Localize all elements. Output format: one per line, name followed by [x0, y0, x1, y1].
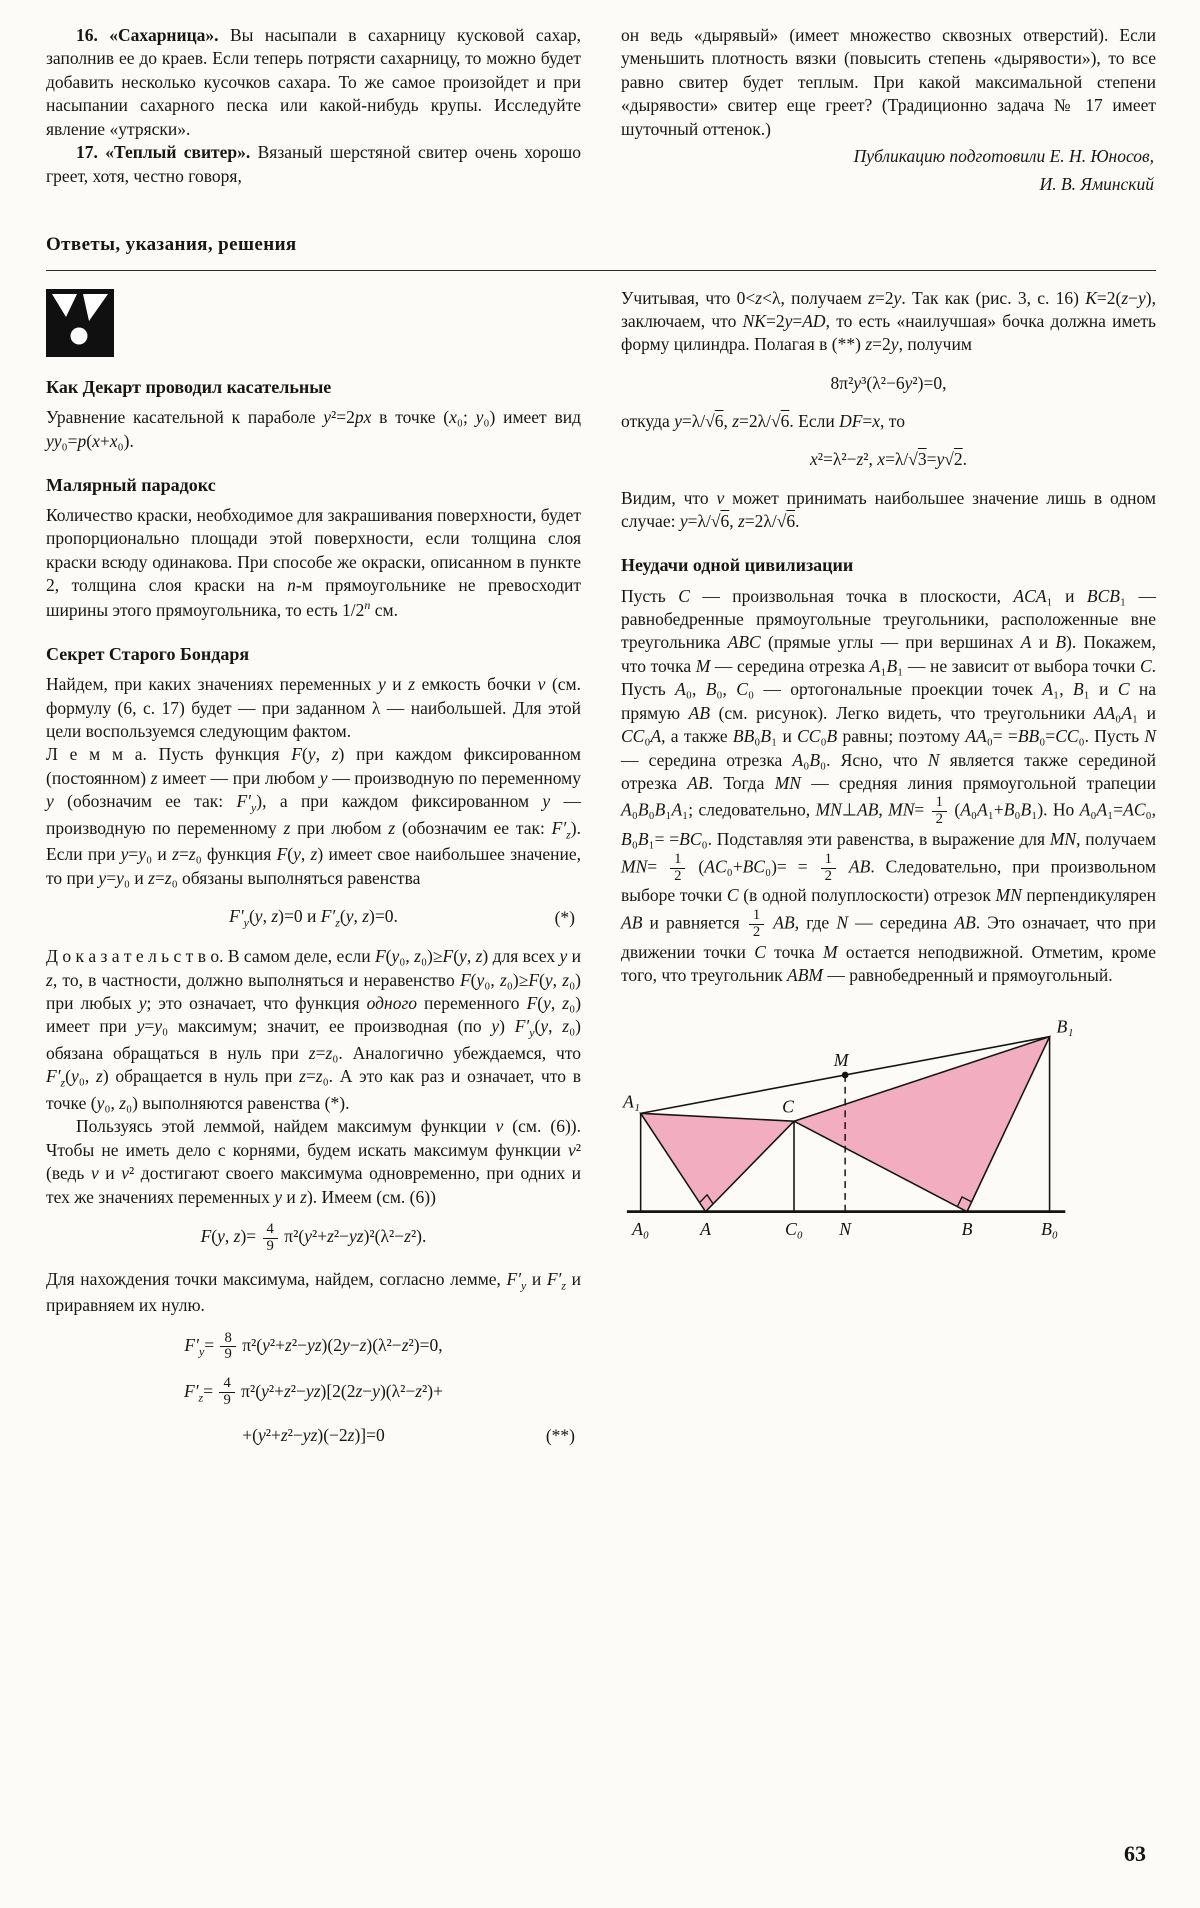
triangle-ACA1	[641, 1114, 794, 1212]
kvant-logo-graphic	[46, 289, 114, 357]
answers-section-header: Ответы, указания, решения	[46, 234, 297, 256]
section-cooper-title: Секрет Старого Бондаря	[46, 644, 250, 665]
cooper-paragraph-1: Найдем, при каких значениях переменных y и z емкость бочки v (см. формулу (6, с. 17) будет — при заданном λ — наибольшей. Для этой цели воспользуемся следующим фактом.	[46, 674, 581, 742]
geometry-figure	[621, 1015, 1156, 1257]
cylinder-paragraph-2: откуда y=λ/√6, z=2λ/√6. Если DF=x, то	[621, 410, 905, 431]
cooper-proof: Д о к а з а т е л ь с т в о. В самом деле, если F(y₀, z₀)≥F(y, z) для всех y и z, то, в частности, должно выполняться и неравенство F(y₀, z₀)≥F(y, z₀) при любых y; это означает, что функция одного переменного F(y, z₀) имеет при y=y₀ максимум; значит, ее производная (по y) $F'_y(y$, z₀) обязана обращаться в нуль при z=z₀. Аналогично убеждаемся, что $F'_z(y_0$, z) обращается в нуль при z=z₀. А это как раз и означает, что в точке (y₀, z₀) выполняются равенства (*).	[46, 946, 582, 1113]
publication-credit-line2: И. В. Яминский	[1039, 173, 1154, 194]
triangle-BCB1	[794, 1037, 1050, 1212]
label-A: A	[700, 1219, 711, 1240]
cooper-lemma: Л е м м а. Пусть функция F(y, z) при каждом фиксированном (постоянном) z имеет — при любом y — производную по переменному y (обозначим ее так: $F'_y$), а при каждом фиксированном y — производную по переменному z при любом z (обозначим ее так: $F'_z$). Если при y=y₀ и z=z₀ функция F(y, z) имеет свое наибольшее значение, то при y=y₀ и z=z₀ обязаны выполняться равенства	[46, 744, 582, 888]
section-painter-body: Количество краски, необходимое для закрашивания поверхности, будет пропорционально площади этой поверхности, если толщина слоя краски всюду одинакова. При способе же окраски, описанном в пункте 2, толщина слоя краски на n-м прямоугольнике не превосходит ширины этого прямоугольника, то есть 1/2$^n$ см.	[46, 505, 581, 620]
section-descartes-title: Как Декарт проводил касательные	[46, 376, 332, 397]
intro-columns	[46, 24, 1156, 196]
problem-16-text: 16. «Сахарница». Вы насыпали в сахарницу кусковой сахар, заполнив ее до краев. Если теперь потрясти сахарницу, то можно будет добавить несколько кусочков сахара. То же самое произойдет и при насыпании сахарного песка или какой-нибудь крупы. Исследуйте явление «утряски».	[46, 25, 582, 139]
cylinder-paragraph-1: Учитывая, что 0<z<λ, получаем z=2y. Так как (рис. 3, с. 16) K=2(z−y), заключаем, что NK=2y=AD, то есть «наилучшая» бочка должна иметь форму цилиндра. Полагая в (**) z=2y, получим	[621, 287, 1157, 355]
section-descartes-body: Уравнение касательной к параболе y²=2px в точке (x₀; y₀) имеет вид yy₀=p(x+x₀).	[46, 407, 581, 451]
label-B1: B₁	[1056, 1017, 1074, 1038]
page-number: 63	[1124, 1840, 1146, 1866]
formula-Fz-line2-body: +(y²+z²−yz)(−2z)]=0	[242, 1425, 385, 1446]
section-civilization-title: Неудачи одной цивилизации	[621, 555, 854, 576]
formula-Fz-line1-body: $F'_z=$ $\frac{4}{9}$ π²(y²+z²−yz)[2(2z−y)(λ²−z²)+	[184, 1375, 443, 1409]
formula-cylinder-body: 8π²y³(λ²−6y²)=0,	[830, 372, 947, 393]
formula-Fy-body: $F'_y=$ $\frac{8}{9}$ π²(y²+z²−yz)(2y−z)(λ²−z²)=0,	[184, 1329, 443, 1363]
intro-left-column	[46, 24, 581, 196]
label-A0: A₀	[632, 1219, 650, 1240]
cooper-paragraph-3: Для нахождения точки максимума, найдем, согласно лемме, $F'_y$ и $F'_z$ и приравняем их нулю.	[46, 1268, 581, 1316]
formula-F-body: F(y, z)= $\frac{4}{9}$ π²(y²+z²−yz)²(λ²−z²).	[200, 1220, 427, 1254]
intro-right-column	[621, 24, 1156, 196]
cylinder-paragraph-3: Видим, что v может принимать наибольшее значение лишь в одном случае: y=λ/√6, z=2λ/√6.	[621, 487, 1156, 531]
geometry-figure-svg	[621, 1015, 1083, 1251]
cooper-paragraph-2: Пользуясь этой леммой, найдем максимум функции v (см. (6)). Чтобы не иметь дело с корнями, будем искать максимум функции v² (ведь v и v² достигают своего максимума одновременно, при одних и тех же значениях переменных y и z). Имеем (см. (6))	[46, 1116, 581, 1207]
formula-star	[52, 903, 575, 932]
point-M-dot	[842, 1072, 849, 1079]
label-B0: B₀	[1041, 1219, 1059, 1240]
label-C0: C₀	[785, 1219, 803, 1240]
formula-Fy	[52, 1331, 575, 1364]
formula-Fz-line2	[52, 1422, 575, 1449]
formula-x	[627, 446, 1150, 473]
formula-double-star-tag: (**)	[545, 1425, 575, 1446]
answers-left-column	[46, 287, 581, 1463]
answers-columns	[46, 287, 1156, 1463]
formula-star-body: $F'_y(y$, z)=0 и $F'_z(y$, z)=0.	[229, 906, 398, 930]
formula-F	[52, 1222, 575, 1255]
problem-17-text: 17. «Теплый свитер». Вязаный шерстяной свитер очень хорошо греет, хотя, честно говоря,	[46, 142, 581, 186]
label-M: M	[833, 1050, 849, 1071]
formula-cylinder	[627, 370, 1150, 397]
formula-x-body: x²=λ²−z², x=λ/√3=y√2.	[809, 449, 968, 470]
label-B: B	[961, 1219, 973, 1240]
formula-star-tag: (*)	[554, 907, 575, 928]
label-C: C	[782, 1096, 795, 1117]
publication-credit-line1: Публикацию подготовили Е. Н. Юносов,	[853, 146, 1154, 167]
logo-dot	[71, 327, 88, 344]
header-rule	[46, 270, 1156, 271]
answers-right-column	[621, 287, 1156, 1463]
formula-Fz-line1	[52, 1376, 575, 1409]
label-A1: A₁	[622, 1091, 640, 1112]
civilization-body: Пусть C — произвольная точка в плоскости, ACA₁ и BCB₁ — равнобедренные прямоугольные треугольники, расположенные вне треугольника ABC (прямые углы — при вершинах A и B). Покажем, что точка M — середина отрезка A₁B₁ — не зависит от выбора точки C. Пусть A₀, B₀, C₀ — ортогональные проекции точек A₁, B₁ и C на прямую AB (см. рисунок). Легко видеть, что треугольники AA₀A₁ и CC₀A, а также BB₀B₁ и CC₀B равны; поэтому AA₀= =BB₀=CC₀. Пусть N — середина отрезка A₀B₀. Ясно, что N является также серединой отрезка AB. Тогда MN — средняя линия прямоугольной трапеции A₀B₀B₁A₁; следовательно, MN⊥AB, MN= $\frac{1}{2}$ (A₀A₁+B₀B₁). Но A₀A₁=AC₀, B₀B₁= =BC₀. Подставляя эти равенства, в выражение для MN, получаем MN= $\frac{1}{2}$ (AC₀+BC₀)= = $\frac{1}{2}$ AB. Следовательно, при произвольном выборе точки C (в одной полуплоскости) отрезок MN перпендикулярен AB и равняется $\frac{1}{2}$ AB, где N — середина AB. Это означает, что при движении точки C точка M остается неподвижной. Отметим, кроме того, что треугольник ABM — равнобедренный и прямоугольный.	[621, 585, 1157, 985]
kvant-question-logo	[46, 289, 581, 363]
problem-17-continuation: он ведь «дырявый» (имеет множество сквозных отверстий). Если уменьшить плотность вязки (повысить степень «дырявости»), то все равно свитер будет теплым. При какой максимальной степени «дырявости» свитер еще греет? (Традиционно задача № 17 имеет шуточный оттенок.)	[621, 25, 1156, 139]
label-N: N	[839, 1219, 852, 1240]
section-painter-title: Малярный парадокс	[46, 474, 216, 495]
